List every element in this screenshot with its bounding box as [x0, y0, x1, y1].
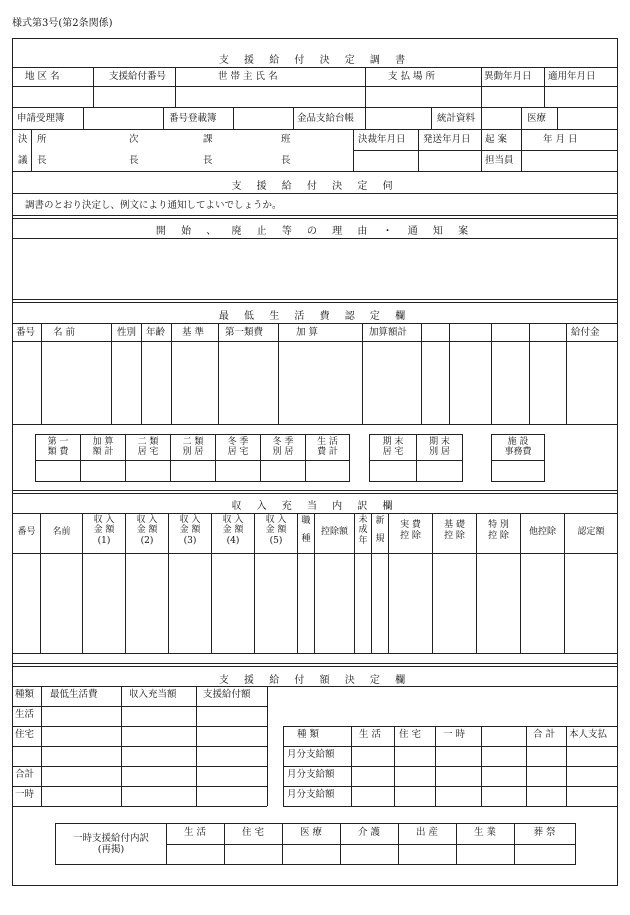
form-label: 介 護	[357, 827, 381, 838]
form-label: (再掲)	[97, 844, 125, 855]
inquiry-text: 調書のとおり決定し、例文により通知してよいでしょうか。	[25, 200, 282, 211]
form-label: 金 額	[265, 525, 287, 535]
form-number: 様式第3号(第2条関係)	[12, 18, 113, 29]
label-kessai-date: 決裁年月日	[358, 134, 406, 145]
col-householder: 世 帯 主 氏 名	[218, 71, 278, 82]
col-no: 番号	[16, 327, 36, 338]
reason-notice-area[interactable]	[13, 239, 617, 299]
form-label: 月分支給額	[287, 769, 335, 780]
form-label: 種	[301, 534, 311, 544]
form-label: 控 除	[444, 531, 465, 541]
form-label: 金 額	[93, 525, 115, 535]
form-label: 認定額	[577, 527, 605, 537]
form-label: 二 類	[182, 437, 204, 447]
label-statistics: 統計資料	[437, 113, 476, 124]
form-label: 成	[358, 525, 368, 535]
label-date-format: 年 月 日	[543, 134, 578, 145]
section-title-min-living: 最 低 生 活 費 認 定 欄	[218, 311, 412, 322]
form-label: 金 額	[179, 525, 201, 535]
form-label: 控 除	[488, 531, 509, 541]
section-title-reason-notice: 開 始 、 廃 止 等 の 理 由 ・ 通 知 案	[155, 226, 475, 237]
form-label: (5)	[269, 536, 283, 546]
form-label: 期 末	[429, 437, 450, 447]
form-label: 生 活	[317, 437, 338, 447]
form-label: 控除額	[320, 527, 348, 537]
form-label: 費 計	[317, 447, 338, 457]
form-label: 番号	[17, 527, 36, 537]
label-cho-4: 長	[281, 155, 291, 166]
form-label: 別 居	[429, 447, 450, 457]
col-district: 地 区 名	[25, 71, 60, 82]
col-pay-place: 支 払 場 所	[388, 71, 436, 82]
form-label: (3)	[183, 536, 197, 546]
form-label: 年	[358, 536, 368, 546]
label-kian: 起 案	[485, 134, 508, 145]
form-label: 月分支給額	[287, 789, 335, 800]
form-label: 葬 祭	[533, 827, 556, 838]
col-age: 年齢	[146, 327, 166, 338]
label-cho-2: 長	[129, 155, 139, 166]
form-label: 収 入	[136, 515, 158, 525]
form-label: 別 居	[182, 447, 204, 457]
form-label: (2)	[140, 536, 154, 546]
form-label: 月分支給額	[287, 749, 335, 760]
label-ji: 次	[129, 134, 139, 145]
label-cho-3: 長	[203, 155, 213, 166]
form-label: 収 入	[265, 515, 287, 525]
form-label: 実 費	[400, 520, 421, 530]
label-tantou: 担当員	[485, 155, 514, 166]
form-label: 最低生活費	[50, 689, 98, 700]
label-gi: 議	[18, 155, 28, 166]
form-frame	[12, 38, 618, 886]
income-table	[13, 513, 617, 653]
form-label: 収 入	[222, 515, 244, 525]
form-label: 一時支援給付内訳	[72, 833, 149, 844]
col-kasan-total: 加算額計	[369, 327, 408, 338]
form-label: 住宅	[15, 729, 35, 740]
col-standard: 基 準	[182, 327, 205, 338]
form-label: 合 計	[533, 729, 556, 740]
form-label: 施 設	[507, 437, 529, 447]
form-label: (4)	[226, 536, 240, 546]
form-label: 第 一	[47, 437, 69, 447]
form-label: 他控除	[528, 527, 556, 537]
form-label: 本人支払	[569, 729, 608, 740]
col-first-class: 第一類費	[225, 327, 264, 338]
form-label: 金 額	[136, 525, 158, 535]
form-label: 収 入	[93, 515, 115, 525]
col-change-date: 異動年月日	[484, 71, 532, 82]
sub-table-facility	[491, 434, 545, 482]
label-ka: 課	[203, 134, 213, 145]
form-label: 名前	[52, 527, 71, 537]
form-label: 控 除	[400, 531, 421, 541]
form-label: 種類	[15, 689, 35, 700]
form-label: 収入充当額	[129, 689, 177, 700]
form-label: 冬 季	[272, 437, 294, 447]
form-label: 支援給付額	[203, 689, 251, 700]
sub-table-year-end	[369, 434, 463, 482]
form-label: 額 計	[92, 447, 114, 457]
form-label: 出 産	[415, 827, 439, 838]
label-number-register: 番号登載簿	[169, 113, 217, 124]
section-title-income: 収 入 充 当 内 訳 欄	[231, 501, 399, 512]
col-sex: 性別	[117, 327, 137, 338]
label-application-register: 申請受理簿	[17, 113, 65, 124]
section-title-decision-inquiry: 支 援 給 付 決 定 伺	[231, 181, 399, 192]
form-label: 加 算	[92, 437, 114, 447]
form-label: 居 宅	[137, 447, 159, 457]
label-hassou-date: 発送年月日	[423, 134, 471, 145]
label-han: 班	[281, 134, 291, 145]
form-label: 医 療	[299, 827, 323, 838]
form-label: (1)	[97, 536, 111, 546]
col-apply-date: 適用年月日	[548, 71, 596, 82]
label-payment-ledger: 金品支給台帳	[297, 113, 355, 124]
benefit-left-table	[13, 686, 267, 807]
section-title-decision-report: 支 援 給 付 決 定 調 書	[218, 55, 412, 66]
form-label: 特 別	[488, 520, 509, 530]
col-name: 名 前	[53, 327, 76, 338]
form-label: 冬 季	[227, 437, 249, 447]
label-cho-1: 長	[37, 155, 47, 166]
form-label: 生 活	[359, 729, 382, 740]
form-label: 種 類	[297, 729, 320, 740]
form-label: 類 費	[47, 447, 69, 457]
form-label: 別 居	[272, 447, 294, 457]
form-label: 事務費	[504, 447, 532, 457]
form-label: 居 宅	[382, 447, 404, 457]
form-label: 二 類	[137, 437, 159, 447]
form-label: 生 活	[183, 827, 207, 838]
form-label: 基 礎	[444, 520, 465, 530]
form-label: 収 入	[179, 515, 201, 525]
label-medical: 医療	[527, 113, 547, 124]
form-label: 生活	[15, 709, 35, 720]
form-label: 規	[375, 534, 385, 544]
label-ketsu: 決	[18, 134, 28, 145]
form-label: 居 宅	[227, 447, 249, 457]
form-label: 一 時	[443, 729, 466, 740]
section-title-benefit-decision: 支 援 給 付 額 決 定 欄	[218, 675, 412, 686]
form-label: 住 宅	[241, 827, 265, 838]
label-tokoro: 所	[37, 134, 47, 145]
sub-table-living	[35, 434, 350, 482]
col-benefit: 給付金	[571, 327, 600, 338]
form-label: 生 業	[473, 827, 497, 838]
temporary-benefit-table	[55, 823, 576, 865]
form-label: 金 額	[222, 525, 244, 535]
benefit-right-table	[283, 726, 617, 807]
form-label: 一時	[15, 789, 35, 800]
form-label: 新	[375, 516, 385, 526]
form-label: 合計	[15, 769, 35, 780]
form-label: 期 末	[382, 437, 404, 447]
form-label: 職	[301, 516, 311, 526]
form-label: 未	[358, 515, 368, 525]
form-label: 住 宅	[399, 729, 422, 740]
col-kasan: 加 算	[296, 327, 319, 338]
col-support-no: 支援給付番号	[109, 71, 167, 82]
